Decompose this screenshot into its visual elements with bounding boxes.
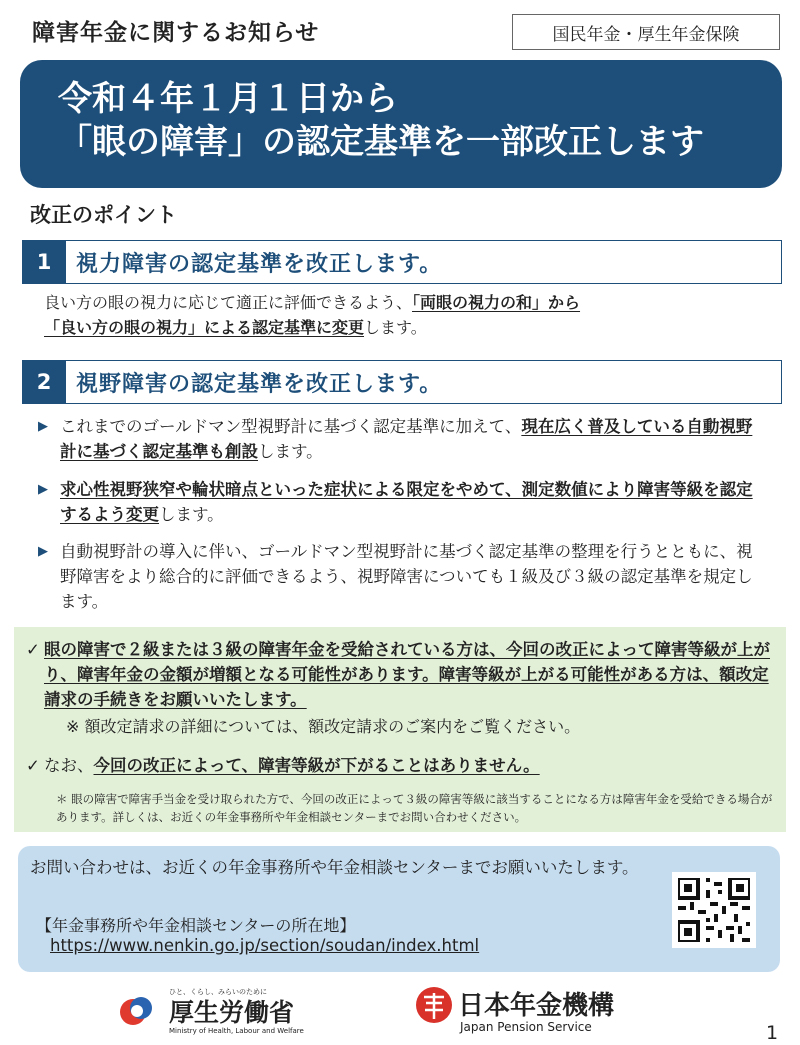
contact-text: お問い合わせは、お近くの年金事務所や年金相談センターまでお願いいたします。 [30, 858, 639, 877]
list-item: ▶ 求心性視野狭窄や輪状暗点といった症状による限定をやめて、測定数値により障害等級を認定するよう変更します。 [38, 477, 758, 527]
footnote: ＊ 眼の障害で障害手当金を受け取られた方で、今回の改正によって３級の障害等級に該当することになる方は障害年金を受給できる場合があります。詳しくは、お近くの年金事務所や年金相談センターまでお問い合わせください。 [56, 792, 773, 824]
points-heading: 改正のポイント [30, 203, 177, 227]
contact-subheading: 【年金事務所や年金相談センターの所在地】 [36, 916, 356, 935]
headline-line-2: 「眼の障害」の認定基準を一部改正します [58, 121, 704, 162]
section-2-title: 視野障害の認定基準を改正します。 [76, 371, 443, 397]
jps-logo [414, 983, 644, 1035]
page-number: 1 [766, 1022, 779, 1044]
notice-item: ✓ 眼の障害で２級または３級の障害年金を受給されている方は、今回の改正によって障害等級が上がり、障害年金の金額が増額となる可能性があります。障害等級が上がる可能性がある方は、額改定請求の手続きをお願いいたします。 [26, 637, 776, 712]
triangle-bullet-icon: ▶ [38, 544, 48, 559]
section-1-number: 1 [22, 240, 66, 284]
notice-note: ※ 額改定請求の詳細については、額改定請求のご案内をご覧ください。 [66, 717, 581, 736]
mhlw-tagline: ひと、くらし、みらいのために [169, 988, 267, 996]
headline-line-1: 令和４年１月１日から [58, 79, 398, 119]
jps-english-name: Japan Pension Service [460, 1020, 592, 1034]
section-1-text: 良い方の眼の視力に応じて適正に評価できるよう、「両眼の視力の和」から 「良い方の眼の視力」による認定基準に変更します。 [44, 293, 581, 337]
mhlw-name: 厚生労働省 [169, 998, 295, 1027]
mhlw-logo [117, 985, 327, 1037]
headline-banner [20, 60, 782, 188]
section-1-title: 視力障害の認定基準を改正します。 [76, 251, 443, 277]
triangle-bullet-icon: ▶ [38, 482, 48, 497]
checkmark-icon: ✓ [26, 640, 40, 659]
checkmark-icon: ✓ [26, 756, 40, 775]
page-title: 障害年金に関するお知らせ [32, 20, 320, 46]
list-item: ▶ 自動視野計の導入に伴い、ゴールドマン型視野計に基づく認定基準の整理を行うとともに、視野障害をより総合的に評価できるよう、視野障害についても１級及び３級の認定基準を規定します。 [38, 539, 758, 614]
contact-url-link[interactable]: https://www.nenkin.go.jp/section/soudan/index.html [50, 936, 480, 955]
list-item: ▶ これまでのゴールドマン型視野計に基づく認定基準に加えて、現在広く普及している自動視野計に基づく認定基準も創設します。 [38, 414, 758, 464]
notice-item: ✓ なお、今回の改正によって、障害等級が下がることはありません。 [26, 753, 776, 778]
jps-name: 日本年金機構 [458, 991, 615, 1021]
qr-code-icon[interactable] [672, 872, 756, 948]
section-1-header [22, 240, 782, 284]
mhlw-english-name: Ministry of Health, Labour and Welfare [169, 1027, 304, 1035]
triangle-bullet-icon: ▶ [38, 419, 48, 434]
section-2-header [22, 360, 782, 404]
section-2-number: 2 [22, 360, 66, 404]
category-label: 国民年金・厚生年金保険 [512, 14, 780, 50]
